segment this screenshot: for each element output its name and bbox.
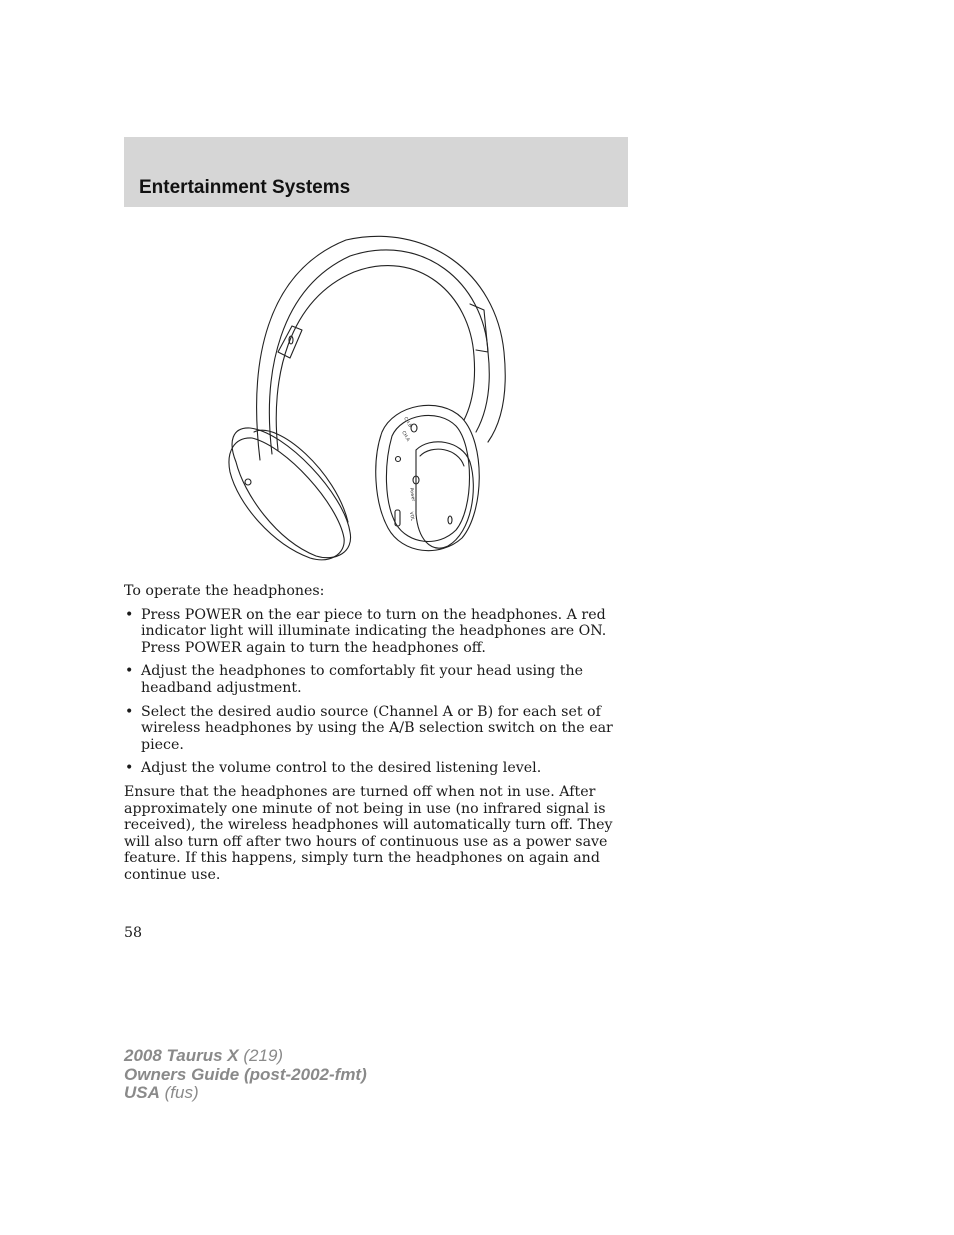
- svg-text:Power: Power: [408, 487, 416, 502]
- footer-line-2: [124, 1066, 367, 1085]
- section-header-band: [124, 137, 628, 207]
- list-item: • Adjust the headphones to comfortably fit your head using the headband adjustment.: [124, 663, 628, 696]
- body-text: [124, 583, 628, 884]
- svg-text:CH.B: CH.B: [402, 416, 413, 429]
- footer-line-1: [124, 1047, 367, 1066]
- list-item: • Adjust the volume control to the desired listening level.: [124, 760, 628, 777]
- footer-guide: Owners Guide (post-2002-fmt): [124, 1064, 367, 1084]
- instruction-list: [124, 607, 628, 777]
- headphones-icon: [226, 232, 510, 566]
- list-item: • Select the desired audio source (Channel A or B) for each set of wireless headphones by using the A/B selection switch on the ear piece.: [124, 704, 628, 754]
- section-title: Entertainment Systems: [139, 177, 351, 198]
- svg-text:VOL: VOL: [408, 511, 415, 522]
- footer: [124, 1047, 367, 1103]
- closing-paragraph: Ensure that the headphones are turned off when not in use. After approximately one minute of not being in use (no infrared signal is received), the wireless headphones will automatically turn off. They will also turn off after two hours of continuous use as a power save feature. If this happens, simply turn the headphones on again and continue use.: [124, 783, 613, 883]
- intro-text: To operate the headphones:: [124, 583, 325, 599]
- page-number: 58: [124, 925, 143, 941]
- footer-line-3: [124, 1084, 367, 1103]
- svg-text:CH.A: CH.A: [400, 430, 411, 443]
- headphones-figure: [226, 232, 510, 566]
- footer-market: USA: [124, 1083, 160, 1102]
- footer-model: 2008 Taurus X: [124, 1046, 239, 1065]
- list-item: • Press POWER on the ear piece to turn on the headphones. A red indicator light will illuminate indicating the headphones are ON. Press POWER again to turn the headphones off.: [124, 607, 628, 657]
- footer-model-code: (219): [238, 1046, 284, 1065]
- footer-market-code: (fus): [159, 1083, 199, 1102]
